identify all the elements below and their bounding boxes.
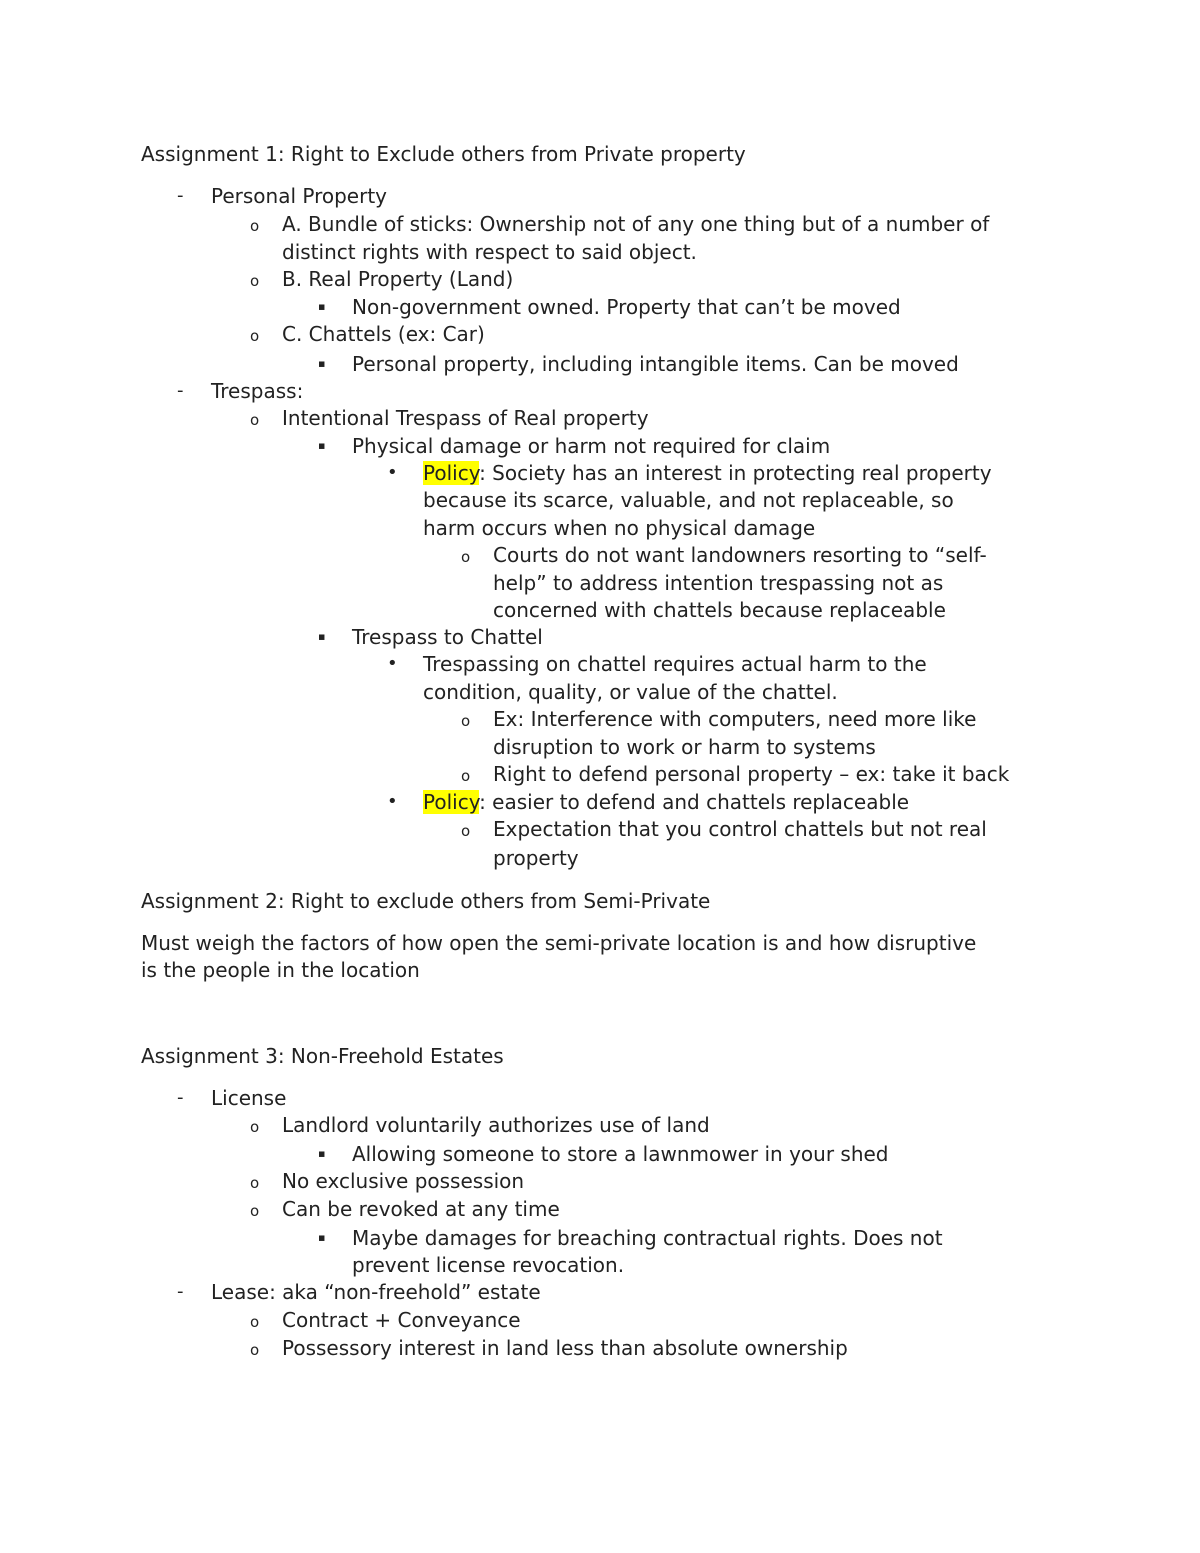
bundle-of-sticks-line-2: distinct rights with respect to said object. (282, 240, 697, 264)
policy-text: : Society has an interest in protecting real property (479, 461, 992, 485)
trespass-to-chattel-item: Trespass to Chattel (352, 625, 543, 649)
circle-bullet: o (250, 1202, 260, 1220)
square-bullet: ▪ (318, 1147, 326, 1160)
circle-bullet: o (461, 822, 471, 840)
authorizes-item: Landlord voluntarily authorizes use of land (282, 1113, 710, 1137)
damages-line-1: Maybe damages for breaching contractual rights. Does not (352, 1226, 943, 1250)
interference-line-2: disruption to work or harm to systems (493, 735, 876, 759)
assignment-3-heading: Assignment 3: Non-Freehold Estates (141, 1044, 504, 1068)
trespass-item: Trespass: (211, 379, 304, 403)
physical-damage-item: Physical damage or harm not required for claim (352, 434, 831, 458)
chattel-harm-line-2: condition, quality, or value of the chattel. (423, 680, 838, 704)
revoked-item: Can be revoked at any time (282, 1197, 560, 1221)
damages-line-2: prevent license revocation. (352, 1253, 625, 1277)
dot-bullet: • (387, 653, 398, 674)
intentional-trespass-item: Intentional Trespass of Real property (282, 406, 649, 430)
chattels-detail: Personal property, including intangible items. Can be moved (352, 352, 959, 376)
bundle-of-sticks-line-1: A. Bundle of sticks: Ownership not of any one thing but of a number of (282, 212, 990, 236)
dash-bullet: - (177, 380, 184, 401)
circle-bullet: o (250, 217, 260, 235)
square-bullet: ▪ (318, 630, 326, 643)
no-exclusive-item: No exclusive possession (282, 1169, 525, 1193)
chattels-item: C. Chattels (ex: Car) (282, 322, 485, 346)
policy-line-3: harm occurs when no physical damage (423, 516, 816, 540)
circle-bullet: o (250, 1118, 260, 1136)
real-property-item: B. Real Property (Land) (282, 267, 514, 291)
courts-line-1: Courts do not want landowners resorting to “self- (493, 543, 987, 567)
dash-bullet: - (177, 1087, 184, 1108)
circle-bullet: o (250, 411, 260, 429)
policy-line-1 (423, 459, 992, 487)
circle-bullet: o (250, 272, 260, 290)
lawnmower-example: Allowing someone to store a lawnmower in your shed (352, 1142, 889, 1166)
circle-bullet: o (461, 767, 471, 785)
expectation-line-2: property (493, 846, 579, 870)
personal-property-item: Personal Property (211, 184, 388, 208)
dash-bullet: - (177, 1281, 184, 1302)
square-bullet: ▪ (318, 357, 326, 370)
policy-2-text: : easier to defend and chattels replaceable (479, 790, 910, 814)
license-item: License (211, 1086, 287, 1110)
square-bullet: ▪ (318, 1231, 326, 1244)
policy-2-line (423, 788, 909, 816)
real-property-detail: Non-government owned. Property that can’t be moved (352, 295, 901, 319)
possessory-item: Possessory interest in land less than absolute ownership (282, 1336, 848, 1360)
assignment-1-heading: Assignment 1: Right to Exclude others from Private property (141, 142, 746, 166)
dot-bullet: • (387, 462, 398, 483)
lease-item: Lease: aka “non-freehold” estate (211, 1280, 541, 1304)
circle-bullet: o (250, 327, 260, 345)
circle-bullet: o (250, 1174, 260, 1192)
circle-bullet: o (461, 712, 471, 730)
assignment-2-body-line-1: Must weigh the factors of how open the semi-private location is and how disruptive (141, 931, 977, 955)
chattel-harm-line-1: Trespassing on chattel requires actual harm to the (423, 652, 927, 676)
courts-line-3: concerned with chattels because replaceable (493, 598, 946, 622)
dash-bullet: - (177, 185, 184, 206)
policy-highlight: Policy (423, 790, 480, 814)
courts-line-2: help” to address intention trespassing not as (493, 571, 944, 595)
assignment-2-body-line-2: is the people in the location (141, 958, 420, 982)
dot-bullet: • (387, 791, 398, 812)
policy-highlight: Policy (423, 461, 480, 485)
interference-line-1: Ex: Interference with computers, need more like (493, 707, 977, 731)
assignment-2-heading: Assignment 2: Right to exclude others from Semi-Private (141, 889, 711, 913)
square-bullet: ▪ (318, 439, 326, 452)
defend-property-item: Right to defend personal property – ex: take it back (493, 762, 1010, 786)
circle-bullet: o (461, 548, 471, 566)
circle-bullet: o (250, 1313, 260, 1331)
circle-bullet: o (250, 1341, 260, 1359)
policy-line-2: because its scarce, valuable, and not replaceable, so (423, 488, 954, 512)
contract-item: Contract + Conveyance (282, 1308, 521, 1332)
expectation-line-1: Expectation that you control chattels but not real (493, 817, 987, 841)
square-bullet: ▪ (318, 300, 326, 313)
